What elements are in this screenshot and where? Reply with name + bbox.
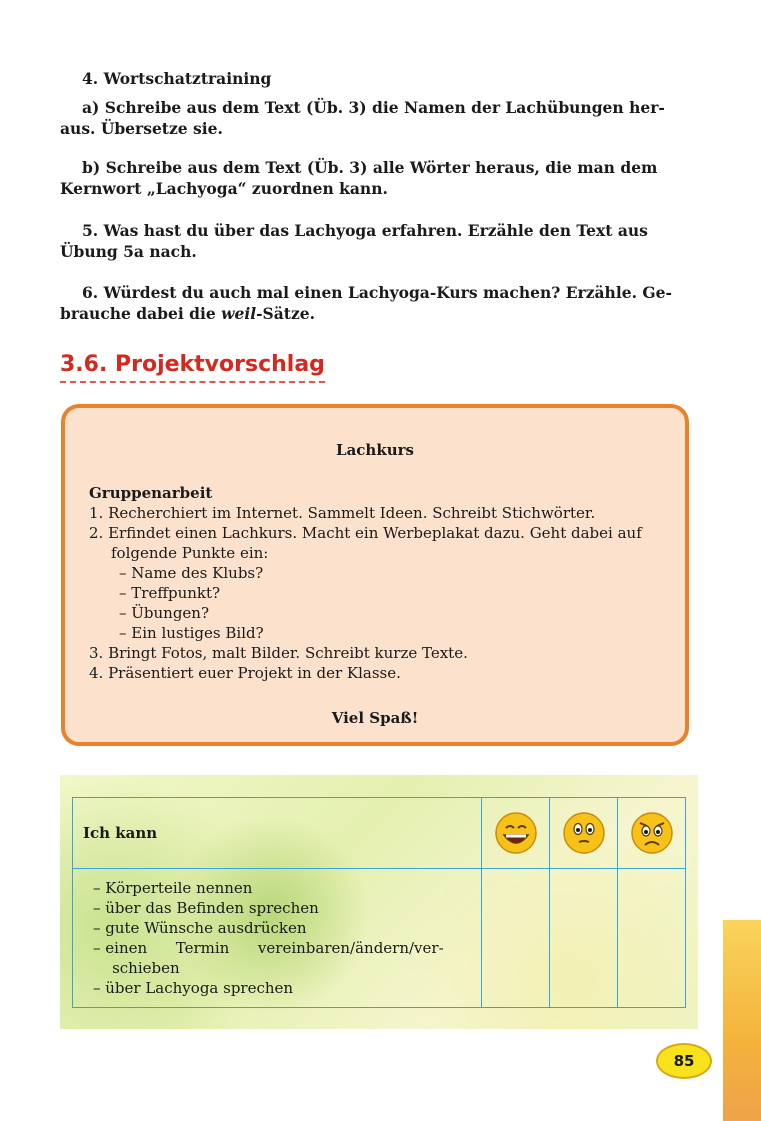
rating-cell-neutral[interactable]	[550, 869, 618, 1008]
step-4: 4. Präsentiert euer Projekt in der Klasse.	[89, 664, 401, 682]
task-4a: a) Schreibe aus dem Text (Üb. 3) die Namen der Lachübungen her- aus. Übersetze sie.	[60, 98, 665, 138]
point-4: – Ein lustiges Bild?	[119, 624, 264, 642]
neutral-face-icon	[550, 798, 618, 869]
task-6: 6. Würdest du auch mal einen Lachyoga-Kurs machen? Erzähle. Ge- brauche dabei die weil-Sätze.	[60, 283, 672, 323]
point-3: – Übungen?	[119, 604, 210, 622]
can-do-table	[72, 797, 686, 1008]
can-do-panel	[60, 775, 698, 1029]
table-row	[73, 869, 686, 1008]
laughing-face-icon	[482, 798, 550, 869]
project-box	[61, 404, 689, 746]
project-steps	[89, 503, 679, 683]
step-2: 2. Erfindet einen Lachkurs. Macht ein Werbeplakat dazu. Geht dabei auf	[89, 524, 642, 542]
worried-face-icon	[618, 798, 686, 869]
closing-text: Viel Spaß!	[331, 709, 419, 727]
task-4b: b) Schreibe aus dem Text (Üb. 3) alle Wörter heraus, die man dem Kernwort „Lachyoga“ zuordnen kann.	[60, 158, 658, 198]
list-item: – gute Wünsche ausdrücken	[93, 919, 307, 937]
section-title: 3.6. Projektvorschlag	[60, 352, 325, 383]
step-2-cont: folgende Punkte ein:	[111, 544, 269, 562]
group-label: Gruppenarbeit	[89, 484, 213, 502]
task-4-title: 4. Wortschatztraining	[82, 69, 272, 88]
list-item: – Körperteile nennen	[93, 879, 253, 897]
ich-kann-header: Ich kann	[73, 798, 482, 869]
page-edge-bar	[723, 920, 761, 1121]
rating-cell-laughing[interactable]	[482, 869, 550, 1008]
list-item: – über das Befinden sprechen	[93, 899, 319, 917]
list-item: – einen Termin vereinbaren/ändern/ver-	[93, 939, 444, 957]
task-5: 5. Was hast du über das Lachyoga erfahren. Erzähle den Text aus Übung 5a nach.	[60, 221, 648, 261]
point-2: – Treffpunkt?	[119, 584, 221, 602]
table-row	[73, 798, 686, 869]
project-title: Lachkurs	[336, 441, 414, 459]
list-item: schieben	[93, 959, 180, 977]
list-item: – über Lachyoga sprechen	[93, 979, 294, 997]
step-3: 3. Bringt Fotos, malt Bilder. Schreibt kurze Texte.	[89, 644, 468, 662]
rating-cell-worried[interactable]	[618, 869, 686, 1008]
point-1: – Name des Klubs?	[119, 564, 264, 582]
step-1: 1. Recherchiert im Internet. Sammelt Ideen. Schreibt Stichwörter.	[89, 504, 596, 522]
page-number: 85	[656, 1043, 712, 1079]
can-do-list	[73, 869, 482, 1008]
